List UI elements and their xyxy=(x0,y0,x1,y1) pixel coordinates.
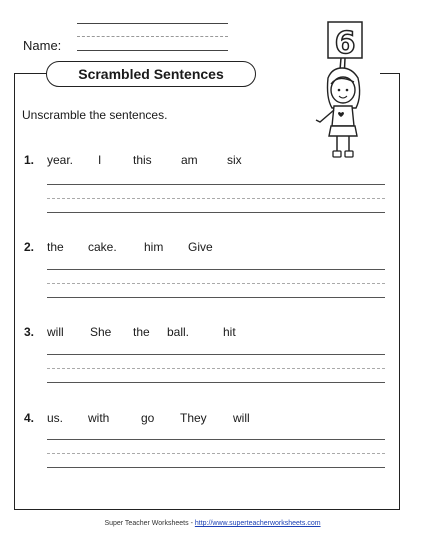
item-1-number: 1. xyxy=(24,153,35,167)
item-1-answer-line-guide xyxy=(47,198,385,199)
item-3-word: will xyxy=(47,325,64,339)
item-2-word: cake. xyxy=(88,240,117,254)
item-1-word: am xyxy=(181,153,198,167)
item-3-answer-line-bottom xyxy=(47,382,385,383)
name-line-bottom xyxy=(77,50,228,51)
instructions-text: Unscramble the sentences. xyxy=(22,108,168,122)
item-2-word: Give xyxy=(188,240,213,254)
item-3-word: ball. xyxy=(167,325,190,339)
item-4-word: us. xyxy=(47,411,64,425)
item-4-word: They xyxy=(180,411,207,425)
worksheet-title: Scrambled Sentences xyxy=(46,61,256,87)
item-4-answer-line-guide xyxy=(47,453,385,454)
item-2-word: him xyxy=(144,240,164,254)
item-4-answer-line-top xyxy=(47,439,385,440)
footer-site-name: Super Teacher Worksheets xyxy=(104,520,189,527)
item-1-word: six xyxy=(227,153,242,167)
item-1-answer-line-bottom xyxy=(47,212,385,213)
item-3-answer-line-top xyxy=(47,354,385,355)
item-2-number: 2. xyxy=(24,240,35,254)
item-3-word: She xyxy=(90,325,112,339)
item-1-word: year. xyxy=(47,153,74,167)
item-2-answer-line-bottom xyxy=(47,297,385,298)
item-4-word: go xyxy=(141,411,155,425)
item-1-word: this xyxy=(133,153,152,167)
item-3-word: hit xyxy=(223,325,236,339)
item-3-word: the xyxy=(133,325,150,339)
name-line-guide xyxy=(77,36,228,37)
name-label: Name: xyxy=(23,38,62,53)
item-4-answer-line-bottom xyxy=(47,467,385,468)
item-4-word: with xyxy=(88,411,110,425)
footer-separator: - xyxy=(190,520,193,527)
sign-number: 6 xyxy=(334,26,356,61)
item-1-answer-line-top xyxy=(47,184,385,185)
footer-website-link[interactable]: http://www.superteacherworksheets.com xyxy=(194,520,321,527)
name-line-top xyxy=(77,23,228,24)
item-2-word: the xyxy=(47,240,64,254)
girl-holding-sign-illustration xyxy=(308,20,378,160)
item-1-word: I xyxy=(98,153,102,167)
page-footer xyxy=(0,520,425,527)
item-3-answer-line-guide xyxy=(47,368,385,369)
item-2-answer-line-top xyxy=(47,269,385,270)
item-4-word: will xyxy=(233,411,250,425)
item-3-number: 3. xyxy=(24,325,35,339)
item-4-number: 4. xyxy=(24,411,35,425)
item-2-answer-line-guide xyxy=(47,283,385,284)
